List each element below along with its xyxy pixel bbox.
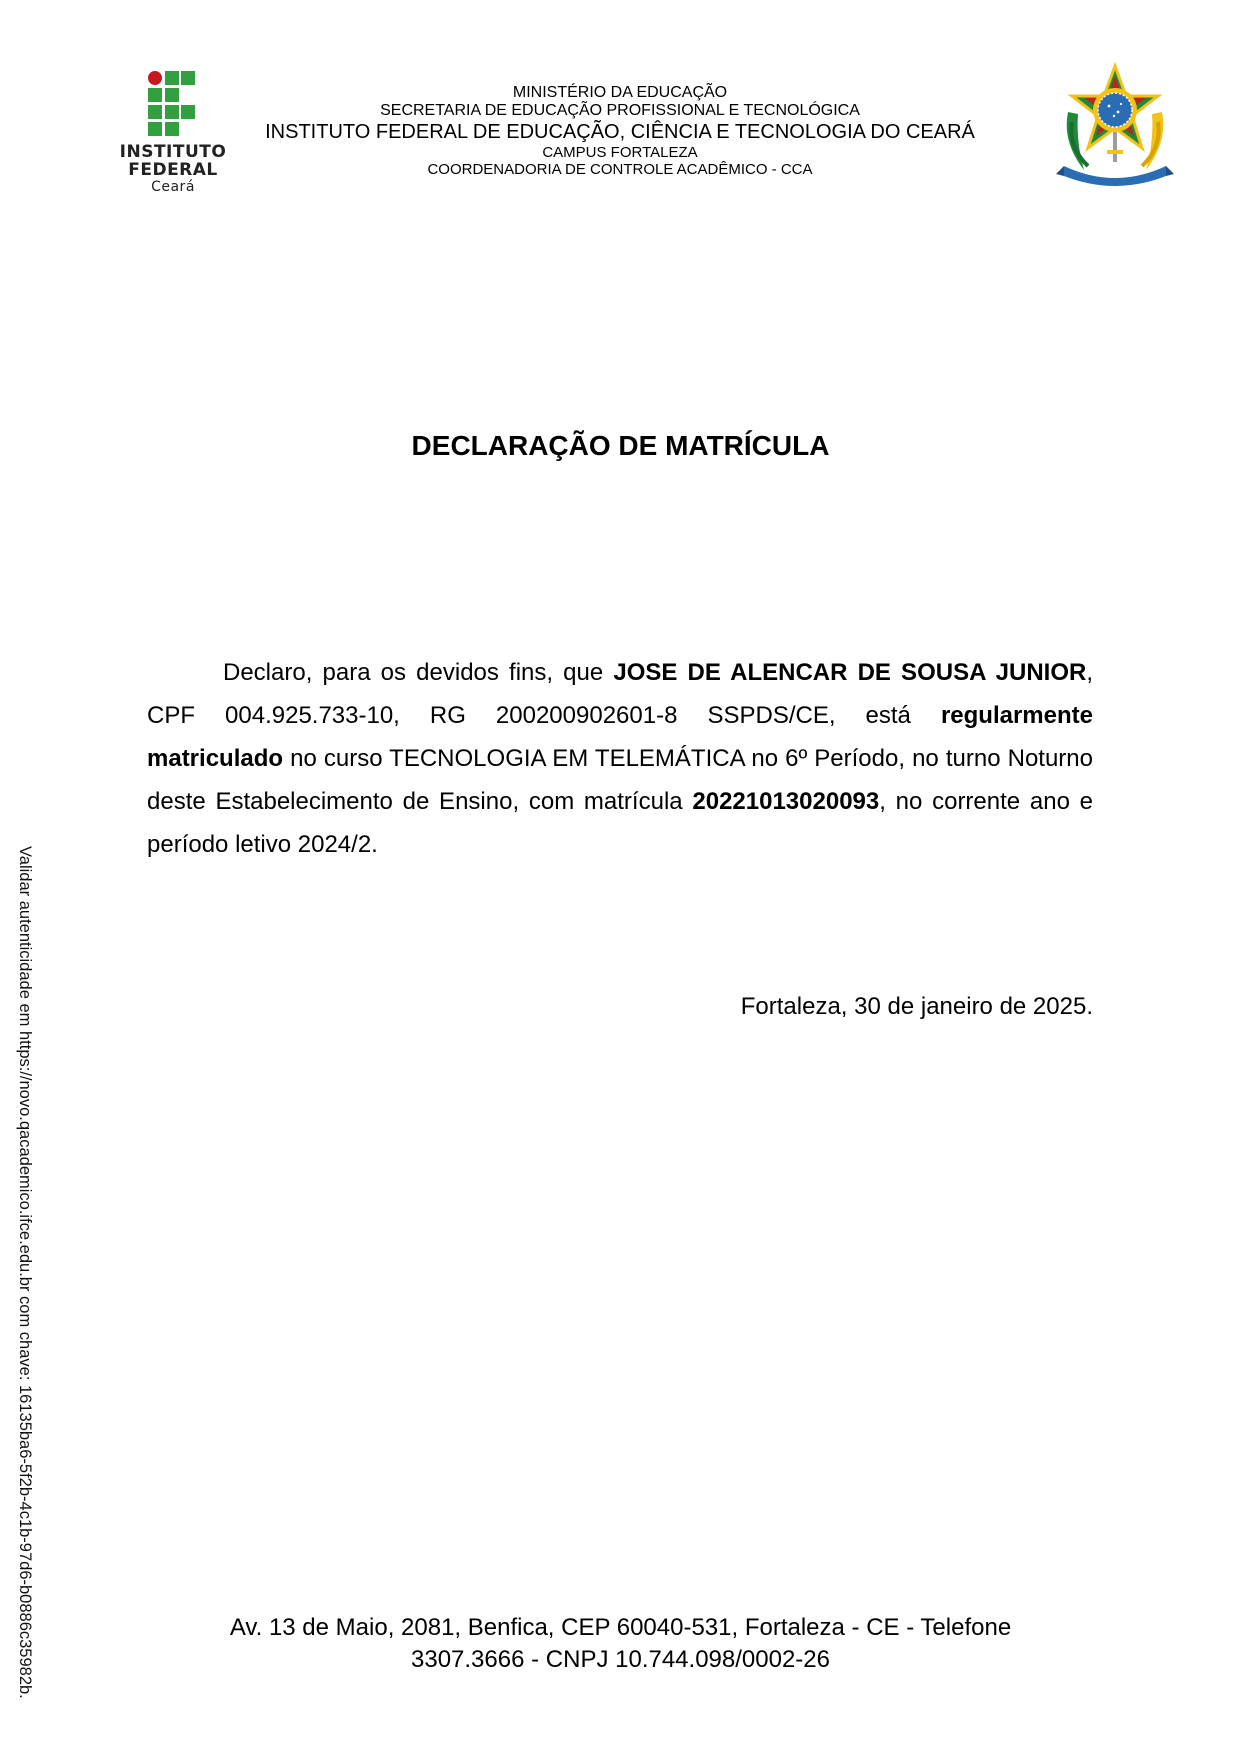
student-name: JOSE DE ALENCAR DE SOUSA JUNIOR: [613, 659, 1087, 686]
authenticity-note: [10, 846, 34, 1706]
declaration-identifiers: , CPF 004.925.733-10, RG 200200902601-8 SSPDS/CE, está: [147, 659, 1093, 729]
declaration-intro: Declaro, para os devidos fins, que: [223, 659, 614, 686]
document-title: DECLARAÇÃO DE MATRÍCULA: [411, 430, 830, 461]
header-campus: CAMPUS FORTALEZA: [542, 143, 698, 161]
declaration-paragraph: [147, 651, 1093, 866]
logo-word-federal: FEDERAL: [128, 160, 218, 180]
registration-number: 20221013020093: [692, 788, 880, 815]
logo-word-ceara: Ceará: [151, 179, 195, 195]
header-institute: INSTITUTO FEDERAL DE EDUCAÇÃO, CIÊNCIA E TECNOLOGIA DO CEARÁ: [265, 120, 975, 143]
header-department: COORDENADORIA DE CONTROLE ACADÊMICO - CCA: [427, 161, 813, 179]
declaration-course: no curso TECNOLOGIA EM TELEMÁTICA no 6º Período, no turno Noturno deste Estabelecimento de Ensino, com matrícula: [147, 745, 1093, 815]
institute-logo: [118, 70, 228, 200]
declaration-closing: , no corrente ano e período letivo 2024/2.: [147, 788, 1094, 858]
header-ministry: MINISTÉRIO DA EDUCAÇÃO: [512, 84, 728, 101]
footer-line-1: Av. 13 de Maio, 2081, Benfica, CEP 60040-531, Fortaleza - CE - Telefone: [229, 1614, 1012, 1641]
footer-address: [0, 1612, 1241, 1676]
logo-word-instituto: INSTITUTO: [119, 142, 227, 162]
header-text: [220, 84, 1020, 178]
authenticity-note-text: Validar autenticidade em https://novo.qacademico.ifce.edu.br com chave: 16135ba6-5f2b-4c1b-97d6-b0886c35982b.: [16, 846, 34, 1699]
coat-of-arms-icon: [1054, 62, 1176, 188]
enrollment-status: regularmente matriculado: [147, 702, 1093, 772]
coat-of-arms: [1054, 62, 1176, 188]
footer-line-2: 3307.3666 - CNPJ 10.744.098/0002-26: [411, 1646, 830, 1673]
header-secretary: SECRETARIA DE EDUCAÇÃO PROFISSIONAL E TECNOLÓGICA: [380, 102, 860, 120]
institute-logo-icon: [118, 70, 228, 140]
date-line: Fortaleza, 30 de janeiro de 2025.: [740, 993, 1093, 1020]
